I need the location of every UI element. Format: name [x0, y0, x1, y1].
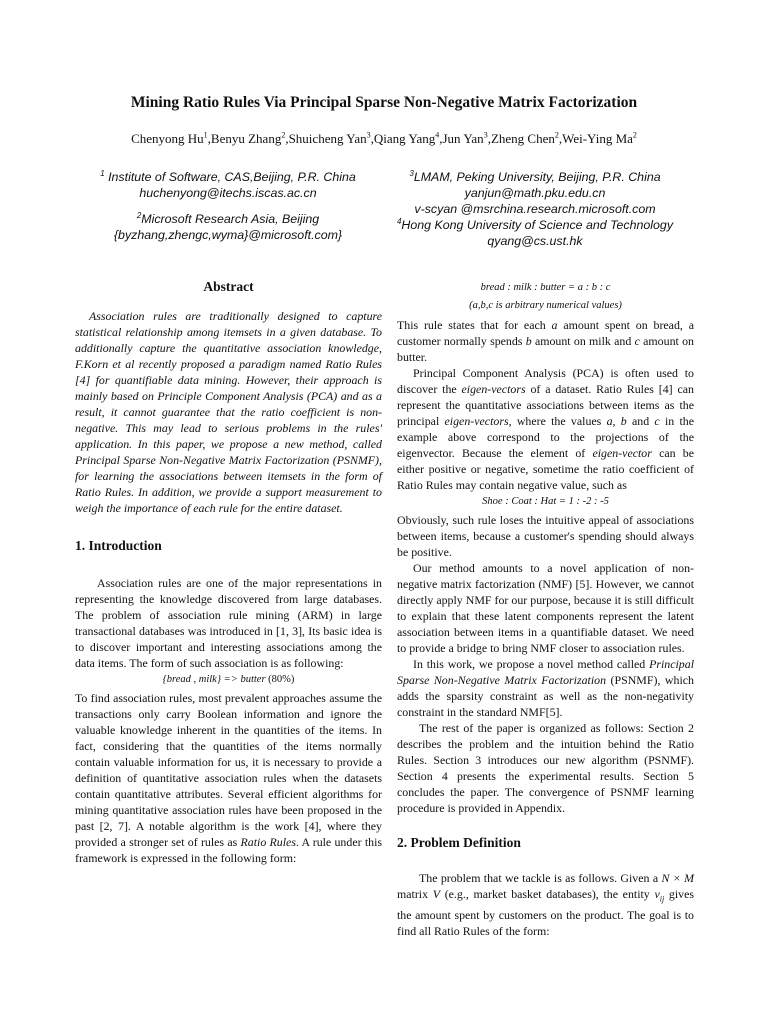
negative-ratio-formula: Shoe : Coat : Hat = 1 : -2 : -5 — [482, 496, 609, 507]
author-name: Benyu Zhang — [210, 131, 282, 146]
text-run: amount on butter. — [397, 334, 694, 364]
affiliation-1 — [78, 169, 378, 185]
affil-institution: LMAM, Peking University, Beijing, P.R. China — [413, 170, 661, 184]
formula-note-text: (a,b,c is arbitrary numerical values) — [469, 300, 622, 311]
body-paragraph — [397, 365, 694, 493]
author-name: Chenyong Hu — [131, 131, 204, 146]
text-run: The problem that we tackle is as follows. Given a — [419, 871, 662, 885]
author-affil-mark: 2 — [281, 130, 286, 140]
formula-confidence: (80%) — [268, 674, 295, 685]
affiliations-left — [78, 169, 378, 243]
body-paragraph: The rest of the paper is organized as follows: Section 2 describes the problem and the intuition behind the Ratio Rules. Section 3 introduces our new algorithm (PSNMF). Section 4 presents the experimental results. Section 5 concludes the paper. The convergence of PSNMF learning procedure is provided in Appendix. — [397, 721, 694, 815]
affil-mark: 2 — [136, 210, 142, 220]
affil-mark: 1 — [100, 168, 105, 178]
text-emphasis: Ratio Rules — [240, 835, 296, 849]
text-run: amount on milk and — [531, 334, 635, 348]
body-paragraph — [397, 317, 694, 365]
affiliations-right — [380, 169, 690, 249]
affil-institution: Hong Kong University of Science and Technology — [401, 218, 674, 232]
text-emphasis: eigen-vectors — [461, 382, 526, 396]
author-list: Chenyong Hu$^1$,Benyu Zhang$^2$,Shuicheng Yan$^3$,Qiang Yang$^4$,Jun Yan$^3$,Zheng Chen$^2$,Wei-Ying Ma$^2$ — [131, 130, 637, 146]
author-name: Jun Yan — [442, 131, 484, 146]
text-run: In this work, we propose a novel method called — [413, 657, 650, 671]
paper-title: Mining Ratio Rules Via Principal Sparse Non-Negative Matrix Factorization — [130, 94, 638, 111]
text-run: of a dataset. Ratio Rules [4] can represent the quantitative associations between items as the principal — [397, 382, 694, 428]
author-affil-mark: 3 — [483, 130, 488, 140]
author-affil-mark: 4 — [435, 130, 440, 140]
author-affil-mark: 1 — [203, 130, 208, 140]
text-run: matrix — [397, 887, 433, 901]
problem-definition-heading: 2. Problem Definition — [397, 835, 521, 850]
intro-paragraph: Association rules are one of the major representations in representing the knowledge discovered from large databases. The problem of association rule mining (ARM) in large transactional databases was introduced in [1, 3], Its basic idea is to discover important and interesting associations among the data items. The form of such association is as following: — [75, 576, 382, 670]
text-run: gives the amount spent by customers on the product. The goal is to find all Ratio Rules of the form: — [397, 887, 694, 939]
left-column — [75, 279, 382, 866]
body-paragraph — [397, 656, 694, 720]
author-name: Wei-Ying Ma — [562, 131, 633, 146]
affil-email: v-scyan @msrchina.research.microsoft.com — [414, 202, 656, 216]
text-run: . A rule under this framework is expressed in the following form: — [75, 835, 382, 865]
text-run: amount spent on bread, a customer normally spends — [397, 318, 694, 348]
text-emphasis: eigen-vectors — [444, 414, 509, 428]
affil-institution: Microsoft Research Asia, Beijing — [141, 212, 320, 226]
text-math: v — [654, 887, 660, 901]
right-column — [397, 279, 694, 939]
text-math: V — [432, 887, 440, 901]
text-run: can be either positive or negative, sometime the ratio coefficient of Ratio Rules may contain negative value, such as — [397, 446, 694, 492]
text-run: (e.g., market basket databases), the entity — [440, 887, 655, 901]
text-emphasis: Principal Sparse Non-Negative Matrix Factorization — [397, 657, 694, 687]
text-var: b — [525, 334, 532, 348]
text-run: (PSNMF), which adds the sparsity constraint as well as the non-negativity constraint in the standard NMF[5]. — [397, 673, 694, 719]
text-emphasis: c — [654, 414, 660, 428]
text-emphasis: a, b — [606, 414, 627, 428]
abstract-text: Association rules are traditionally designed to capture statistical relationship among itemsets in a given database. To additionally capture the quantitative association knowledge, F.Korn et al recently proposed a paradigm named Ratio Rules [4] for quantifiable data mining. However, their approach is mainly based on Principle Component Analysis (PCA) and as a result, it cannot guarantee that the ratio coefficient is non-negative. This may lead to serious problems in the rules' application. In this paper, we propose a new method, called Principal Sparse Non-Negative Matrix Factorization (PSNMF), for learning the associations between itemsets in the form of Ratio Rules. In addition, we provide a support measurement to weigh the importance of each rule for the entire dataset. — [75, 309, 382, 515]
affiliation-4 — [380, 217, 690, 233]
affiliation-2 — [78, 211, 378, 227]
text-run: in the example above correspond to the projections of the eigenvector. Because the element of — [397, 414, 694, 460]
body-paragraph: Obviously, such rule loses the intuitive appeal of associations between items, because a customer's spending should always be positive. — [397, 513, 694, 559]
affil-email: {byzhang,zhengc,wyma}@microsoft.com} — [113, 228, 343, 242]
author-affil-mark: 3 — [366, 130, 371, 140]
text-math: N × M — [661, 871, 694, 885]
formula-expr: {bread , milk} => butter — [162, 674, 266, 685]
affil-email: qyang@cs.ust.hk — [487, 234, 583, 248]
text-run: , where the values — [508, 414, 607, 428]
author-name: Qiang Yang — [373, 131, 436, 146]
association-rule-formula — [75, 672, 382, 688]
formula-note — [397, 298, 694, 314]
text-run: This rule states that for each — [397, 318, 552, 332]
ratio-rule-formula: bread : milk : butter = a : b : c — [480, 282, 611, 293]
affil-email: yanjun@math.pku.edu.cn — [464, 186, 606, 200]
text-var: a — [551, 318, 558, 332]
author-affil-mark: 2 — [632, 130, 637, 140]
intro-paragraph — [75, 690, 382, 866]
text-math-sub: ij — [659, 894, 665, 904]
affil-mark: 3 — [409, 168, 414, 178]
affil-email: huchenyong@itechs.iscas.ac.cn — [139, 186, 317, 200]
text-run: To find association rules, most prevalent approaches assume the transactions only carry Boolean information and ignore the valuable knowledge inherent in the quantities of the items. In fact, considering that the quantities of the items normally contain valuable information for us, it is necessary to provide a definition of quantitative association rules when the datasets contain quantitative attributes. Several efficient algorithms for mining quantitative association rules have been proposed in the past [2, 7]. A notable algorithm is the work [4], where they provided a stronger set of rules as — [75, 691, 382, 849]
text-run: Principal Component Analysis (PCA) is often used to discover the — [397, 366, 694, 396]
author-name: Zheng Chen — [490, 131, 555, 146]
body-paragraph — [397, 870, 694, 939]
text-var: c — [634, 334, 640, 348]
affiliation-3 — [380, 169, 690, 185]
affil-mark: 4 — [396, 216, 402, 226]
body-paragraph: Our method amounts to a novel application of non-negative matrix factorization (NMF) [5]. However, we cannot directly apply NMF for our purpose, because it is still difficult to explain that these latent components represent the latent association between items in a quantifiable dataset. We need to provide a bridge to bring NMF closer to association rules. — [397, 561, 694, 655]
affil-institution: Institute of Software, CAS,Beijing, P.R. China — [108, 170, 356, 184]
text-emphasis: eigen-vector — [592, 446, 652, 460]
author-affil-mark: 2 — [554, 130, 559, 140]
abstract-heading: Abstract — [203, 279, 254, 294]
author-name: Shuicheng Yan — [288, 131, 367, 146]
intro-heading: 1. Introduction — [75, 538, 162, 553]
text-run: and — [626, 414, 655, 428]
